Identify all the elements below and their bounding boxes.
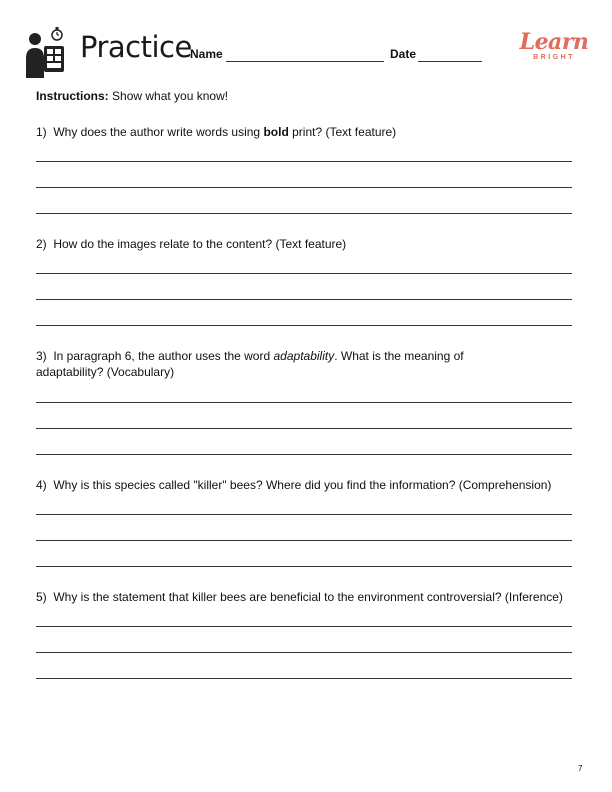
date-field[interactable] [418,61,482,62]
name-label: Name [190,47,223,61]
question-5 [36,589,576,605]
question-1 [36,124,556,140]
answer-line-2c[interactable] [36,325,572,326]
answer-line-4c[interactable] [36,566,572,567]
question-3 [36,348,526,380]
question-number: 3) [36,349,47,363]
answer-line-1a[interactable] [36,161,572,162]
question-2 [36,236,556,252]
answer-line-5c[interactable] [36,678,572,679]
answer-line-4b[interactable] [36,540,572,541]
question-number: 4) [36,478,47,492]
question-text: How do the images relate to the content? (Text feature) [53,237,347,251]
answer-line-3a[interactable] [36,402,572,403]
question-number: 5) [36,590,47,604]
question-text: . What is the meaning of adaptability? (Vocabulary) [36,349,464,379]
instructions-label: Instructions: [36,89,109,103]
answer-line-1b[interactable] [36,187,572,188]
date-label: Date [390,47,417,61]
answer-line-1c[interactable] [36,213,572,214]
instructions-text: Show what you know! [112,89,229,103]
instructions [36,89,228,103]
question-4 [36,477,556,493]
answer-line-2b[interactable] [36,299,572,300]
question-emphasis: adaptability [273,349,335,363]
answer-line-3c[interactable] [36,454,572,455]
teacher-board-icon [24,26,74,78]
answer-line-2a[interactable] [36,273,572,274]
question-text: print? (Text feature) [288,125,397,139]
answer-line-3b[interactable] [36,428,572,429]
learn-bright-logo [518,30,590,70]
name-field[interactable] [226,61,384,62]
logo-wordmark: Learn [519,29,589,55]
page-title: Practice [80,30,192,64]
worksheet-header [0,0,612,90]
question-text: In paragraph 6, the author uses the word [53,349,274,363]
question-text: Why is the statement that killer bees are beneficial to the environment controversial? (Inference) [53,590,563,604]
question-number: 1) [36,125,47,139]
page-number: 7 [578,764,583,773]
logo-subtext: BRIGHT [533,54,575,61]
answer-line-4a[interactable] [36,514,572,515]
answer-line-5b[interactable] [36,652,572,653]
question-number: 2) [36,237,47,251]
question-text: Why is this species called "killer" bees? Where did you find the information? (Comprehension) [53,478,552,492]
question-text: Why does the author write words using [53,125,264,139]
question-emphasis: bold [263,125,289,139]
answer-line-5a[interactable] [36,626,572,627]
